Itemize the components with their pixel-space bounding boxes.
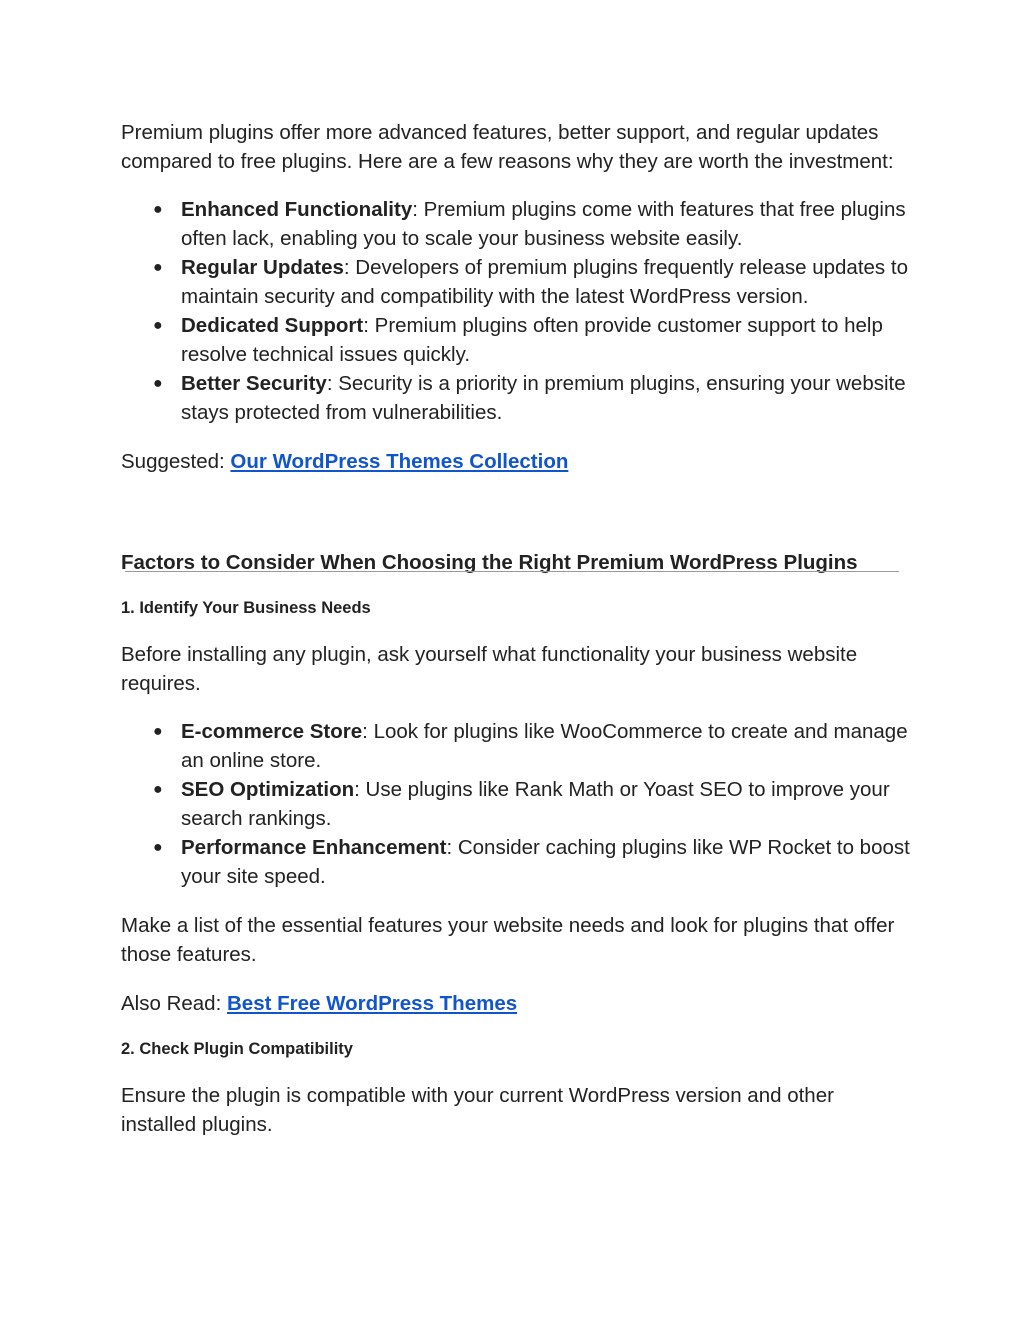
list-item-title: Dedicated Support <box>181 314 364 337</box>
bullet-icon: ● <box>153 201 163 218</box>
bullet-icon: ● <box>153 723 163 740</box>
list-item <box>153 833 911 891</box>
business-needs-paragraph: Before installing any plugin, ask yourself what functionality your business website requires. <box>121 643 858 695</box>
bullet-icon: ● <box>153 839 163 856</box>
list-item-title: Enhanced Functionality <box>181 198 413 221</box>
list-item-text: : Use plugins like Rank Math or Yoast SEO to improve your search rankings. <box>181 778 890 830</box>
list-item <box>153 369 911 427</box>
suggested-prefix: Suggested: <box>121 450 231 473</box>
list-item <box>153 717 911 775</box>
list-item <box>153 195 911 253</box>
horizontal-divider <box>125 571 899 572</box>
list-item-text: : Premium plugins often provide customer support to help resolve technical issues quickly. <box>181 314 883 366</box>
suggested-line <box>121 447 911 476</box>
subheading-business-needs: 1. Identify Your Business Needs <box>121 599 371 617</box>
list-item-title: Regular Updates <box>181 256 344 279</box>
list-item-text: : Security is a priority in premium plugins, ensuring your website stays protected from vulnerabilities. <box>181 372 906 424</box>
themes-collection-link[interactable]: Our WordPress Themes Collection <box>230 450 569 473</box>
list-item-title: SEO Optimization <box>181 778 355 801</box>
bullet-icon: ● <box>153 317 163 334</box>
document-body <box>121 118 911 1139</box>
list-item-text: : Premium plugins come with features that free plugins often lack, enabling you to scale your business website easily. <box>181 198 906 250</box>
free-themes-link[interactable]: Best Free WordPress Themes <box>226 992 518 1015</box>
list-item-title: Performance Enhancement <box>181 836 447 859</box>
list-item-title: E-commerce Store <box>181 720 363 743</box>
also-read-line <box>121 989 911 1018</box>
list-item-text: : Developers of premium plugins frequently release updates to maintain security and compatibility with the latest WordPress version. <box>181 256 908 308</box>
subheading-compatibility: 2. Check Plugin Compatibility <box>121 1040 353 1058</box>
list-item <box>153 253 911 311</box>
bullet-icon: ● <box>153 375 163 392</box>
list-item-title: Better Security <box>181 372 327 395</box>
intro-paragraph: Premium plugins offer more advanced features, better support, and regular updates compared to free plugins. Here are a few reasons why they are worth the investment: <box>121 121 894 173</box>
list-item-text: : Consider caching plugins like WP Rocket to boost your site speed. <box>181 836 910 888</box>
list-item <box>153 775 911 833</box>
features-paragraph: Make a list of the essential features your website needs and look for plugins that offer those features. <box>121 914 895 966</box>
bullet-icon: ● <box>153 259 163 276</box>
section-heading: Factors to Consider When Choosing the Right Premium WordPress Plugins <box>121 551 858 574</box>
also-read-prefix: Also Read: <box>121 992 227 1015</box>
list-item-text: : Look for plugins like WooCommerce to create and manage an online store. <box>181 720 908 772</box>
bullet-icon: ● <box>153 781 163 798</box>
reasons-list <box>121 195 911 427</box>
list-item <box>153 311 911 369</box>
needs-list <box>121 717 911 891</box>
compatibility-paragraph: Ensure the plugin is compatible with your current WordPress version and other installed plugins. <box>121 1084 834 1136</box>
